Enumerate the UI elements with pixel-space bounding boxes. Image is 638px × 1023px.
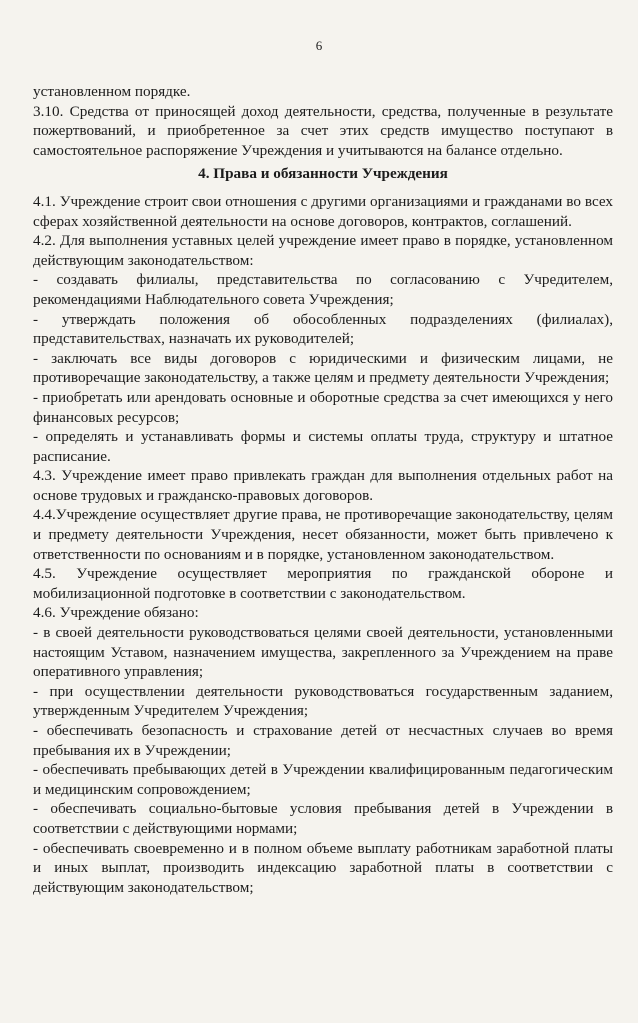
paragraph: 4.5. Учреждение осуществляет мероприятия по гражданской обороне и мобилизационной подготовке в соответствии с законодательством.	[33, 565, 613, 602]
list-item: - обеспечивать безопасность и страхование детей от несчастных случаев во время пребывания их в Учреждении;	[33, 722, 613, 759]
section-heading: 4. Права и обязанности Учреждения	[198, 165, 448, 183]
paragraph: 4.6. Учреждение обязано:	[33, 604, 199, 622]
paragraph: установленном порядке.	[33, 83, 191, 100]
page-number: 6	[315, 38, 323, 53]
list-item: - заключать все виды договоров с юридическими и физическим лицами, не противоречащие законодательству, а также целям и предмету деятельности Учреждения;	[33, 349, 613, 387]
document-body	[33, 82, 613, 897]
paragraph: 3.10. Средства от приносящей доход деятельности, средства, полученные в результате пожертвований, и приобретенное за счет этих средств имущество поступают в самостоятельное распоряжение Учреждения и учитываются на балансе отдельно.	[33, 102, 613, 159]
paragraph: 4.4.Учреждение осуществляет другие права, не противоречащие законодательству, целям и предмету деятельности Учреждения, несет обязанности, может быть привлечено к ответственности по основаниям и в порядке, установленном законодательством.	[33, 506, 613, 563]
list-item: - обеспечивать пребывающих детей в Учреждении квалифицированным педагогическим и медицинским сопровождением;	[33, 761, 613, 798]
list-item: - при осуществлении деятельности руководствоваться государственным заданием, утвержденным Учредителем Учреждения;	[33, 682, 613, 720]
paragraph: 4.3. Учреждение имеет право привлекать граждан для выполнения отдельных работ на основе трудовых и гражданско-правовых договоров.	[33, 467, 613, 504]
list-item: - обеспечивать своевременно и в полном объеме выплату работникам заработной платы и иных выплат, производить индексацию заработной платы в соответствии с действующим законодательством;	[33, 839, 613, 896]
list-item: - определять и устанавливать формы и системы оплаты труда, структуру и штатное расписание.	[33, 428, 613, 465]
list-item: - обеспечивать социально-бытовые условия пребывания детей в Учреждении в соответствии с действующими нормами;	[33, 800, 613, 837]
list-item: - создавать филиалы, представительства по согласованию с Учредителем, рекомендациями Наблюдательного совета Учреждения;	[33, 271, 613, 308]
list-item: - в своей деятельности руководствоваться целями своей деятельности, установленными настоящим Уставом, назначением имущества, закрепленного за Учреждением на праве оперативного управления;	[33, 624, 613, 681]
list-item: - утверждать положения об обособленных подразделениях (филиалах), представительствах, назначать их руководителей;	[33, 310, 613, 348]
paragraph: 4.1. Учреждение строит свои отношения с другими организациями и гражданами во всех сферах хозяйственной деятельности на основе договоров, контрактов, соглашений.	[33, 192, 613, 230]
paragraph: 4.2. Для выполнения уставных целей учреждение имеет право в порядке, установленном действующим законодательством:	[33, 232, 613, 269]
list-item: - приобретать или арендовать основные и оборотные средства за счет имеющихся у него финансовых ресурсов;	[33, 388, 613, 426]
